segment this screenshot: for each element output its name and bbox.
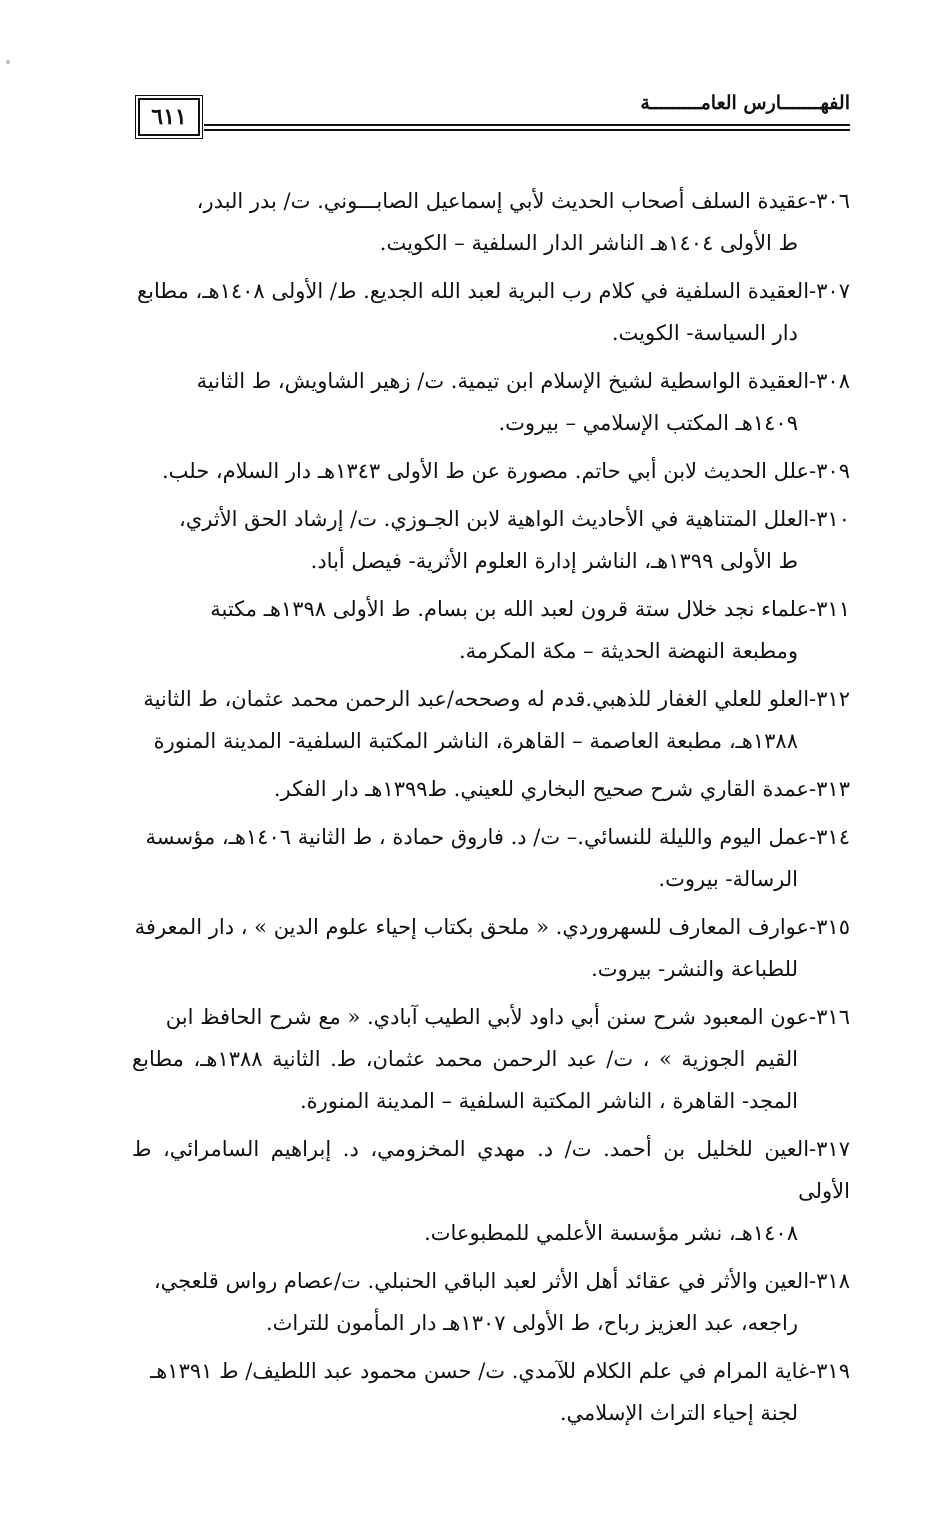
entry-text: عوارف المعارف للسهروردي. « ملحق بكتاب إحياء علوم الدين » ، دار المعرفة: [134, 915, 810, 939]
entry-number: ٣١٠-: [809, 507, 850, 531]
entry-continuation: الرسالة- بيروت.: [658, 867, 798, 891]
entry-number: ٣١٥-: [809, 915, 850, 939]
entry-continuation: دار السياسة- الكويت.: [611, 321, 798, 345]
entry-text: عمدة القاري شرح صحيح البخاري للعيني. ط١٣٩٩هـ دار الفكر.: [273, 777, 810, 801]
entry-continuation: ومطبعة النهضة الحديثة – مكة المكرمة.: [458, 639, 798, 663]
entry-continuation: القيم الجوزية » ، ت/ عبد الرحمن محمد عثمان، ط. الثانية ١٣٨٨هـ، مطابع المجد- القاهرة ، الناشر المكتبة السلفية – المدينة المنورة.: [132, 1047, 798, 1113]
bibliography-entry: [132, 1128, 850, 1254]
entry-text: عون المعبود شرح سنن أبي داود لأبي الطيب آبادي. « مع شرح الحافظ ابن: [165, 1005, 810, 1029]
margin-speck: [6, 60, 10, 64]
bibliography-entry: [132, 588, 850, 672]
entry-continuation: لجنة إحياء التراث الإسلامي.: [559, 1401, 798, 1425]
entry-number: ٣٠٨-: [809, 369, 850, 393]
entry-number: ٣٠٧-: [809, 279, 850, 303]
running-title: الفهـــــــارس العامـــــــــة: [634, 92, 850, 114]
entry-text: العين للخليل بن أحمد. ت/ د. مهدي المخزومي، د. إبراهيم السامرائي، ط الأولى: [132, 1137, 850, 1203]
bibliography-entry: [132, 1350, 850, 1434]
bibliography-entry: [132, 906, 850, 990]
bibliography-entry: [132, 450, 850, 492]
bibliography-entry: [132, 678, 850, 762]
entry-number: ٣١٦-: [809, 1005, 850, 1029]
entry-continuation: ١٤٠٩هـ المكتب الإسلامي – بيروت.: [498, 411, 798, 435]
entry-continuation: للطباعة والنشر- بيروت.: [591, 957, 798, 981]
entry-text: العقيدة الواسطية لشيخ الإسلام ابن تيمية. ت/ زهير الشاويش، ط الثانية: [196, 369, 810, 393]
entry-number: ٣١٨-: [809, 1269, 850, 1293]
bibliography-list: [132, 180, 850, 1440]
bibliography-entry: [132, 270, 850, 354]
bibliography-entry: [132, 816, 850, 900]
bibliography-entry: [132, 180, 850, 264]
entry-number: ٣١٢-: [809, 687, 850, 711]
entry-text: العين والأثر في عقائد أهل الأثر لعبد الباقي الحنبلي. ت/عصام رواس قلعجي،: [153, 1269, 810, 1293]
entry-text: غاية المرام في علم الكلام للآمدي. ت/ حسن محمود عبد اللطيف/ ط ١٣٩١هـ: [150, 1359, 810, 1383]
bibliography-entry: [132, 768, 850, 810]
entry-number: ٣١٣-: [809, 777, 850, 801]
entry-text: علل الحديث لابن أبي حاتم. مصورة عن ط الأولى ١٣٤٣هـ دار السلام، حلب.: [161, 459, 810, 483]
bibliography-entry: [132, 498, 850, 582]
page-header: [138, 92, 850, 142]
entry-number: ٣٠٦-: [809, 189, 850, 213]
entry-text: عمل اليوم والليلة للنسائي.– ت/ د. فاروق حمادة ، ط الثانية ١٤٠٦هـ، مؤسسة: [145, 825, 810, 849]
entry-number: ٣١٤-: [809, 825, 850, 849]
header-rule: [204, 129, 850, 131]
page-number: ٦١١: [138, 98, 200, 136]
header-rule: [204, 124, 850, 126]
entry-text: علماء نجد خلال ستة قرون لعبد الله بن بسام. ط الأولى ١٣٩٨هـ مكتبة: [210, 597, 810, 621]
entry-number: ٣٠٩-: [809, 459, 850, 483]
entry-continuation: راجعه، عبد العزيز رباح، ط الأولى ١٣٠٧هـ دار المأمون للتراث.: [265, 1311, 798, 1335]
entry-continuation: ١٤٠٨هـ، نشر مؤسسة الأعلمي للمطبوعات.: [424, 1221, 798, 1245]
bibliography-entry: [132, 996, 850, 1122]
entry-text: العلو للعلي الغفار للذهبي.قدم له وصححه/عبد الرحمن محمد عثمان، ط الثانية: [143, 687, 810, 711]
entry-text: عقيدة السلف أصحاب الحديث لأبي إسماعيل الصابـــوني. ت/ بدر البدر،: [196, 189, 810, 213]
bibliography-entry: [132, 1260, 850, 1344]
entry-text: العلل المتناهية في الأحاديث الواهية لابن الجـوزي. ت/ إرشاد الحق الأثري،: [179, 507, 810, 531]
bibliography-entry: [132, 360, 850, 444]
entry-continuation: ط الأولى ١٣٩٩هـ، الناشر إدارة العلوم الأثرية- فيصل أباد.: [310, 549, 798, 573]
entry-number: ٣١٩-: [809, 1359, 850, 1383]
entry-number: ٣١١-: [809, 597, 850, 621]
entry-continuation: ١٣٨٨هـ، مطبعة العاصمة – القاهرة، الناشر المكتبة السلفية- المدينة المنورة: [153, 729, 798, 753]
entry-text: العقيدة السلفية في كلام رب البرية لعبد الله الجديع. ط/ الأولى ١٤٠٨هـ، مطابع: [136, 279, 810, 303]
entry-continuation: ط الأولى ١٤٠٤هـ الناشر الدار السلفية – الكويت.: [379, 231, 798, 255]
entry-number: ٣١٧-: [809, 1137, 850, 1161]
